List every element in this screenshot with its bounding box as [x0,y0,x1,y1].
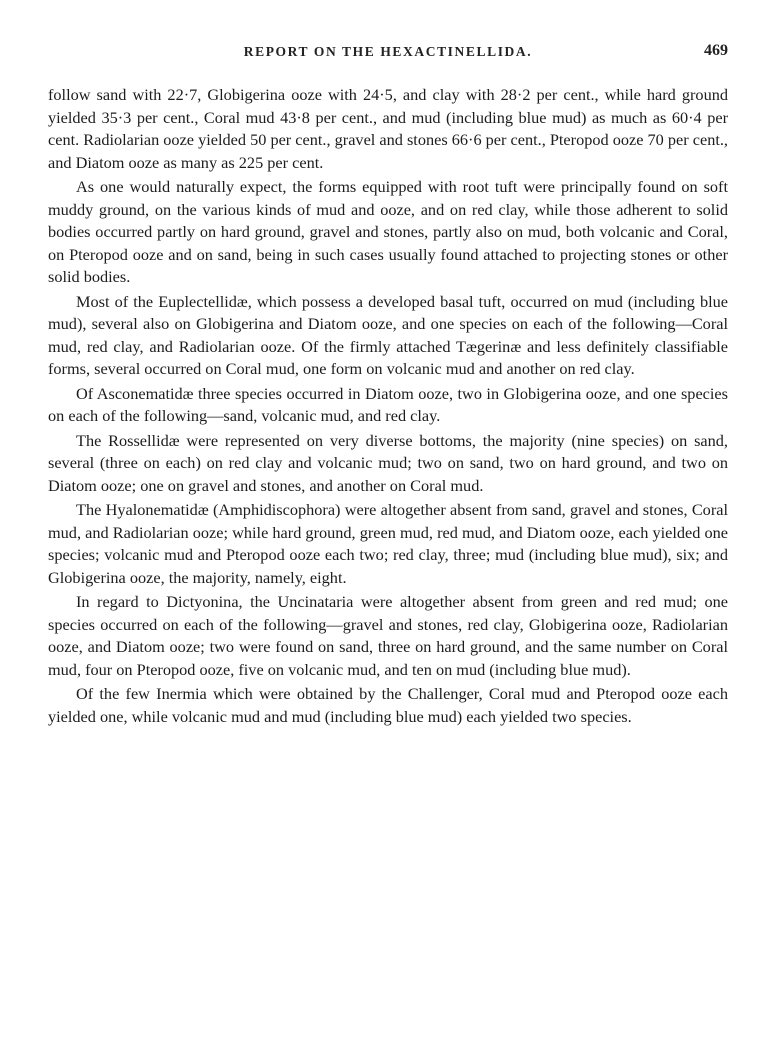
paragraph-inermia: Of the few Inermia which were obtained by the Challenger, Coral mud and Pteropod ooze each yielded one, while volcanic mud and mud (including blue mud) each yielded two species. [48,684,728,726]
page-header [48,38,728,68]
paragraph-continued: follow sand with 22·7, Globigerina ooze with 24·5, and clay with 28·2 per cent., while hard ground yielded 35·3 per cent., Coral mud 43·8 per cent., and mud (including blue mud) as much as 60·4 per cent. Radiolarian ooze yielded 50 per cent., gravel and stones 66·6 per cent., Pteropod ooze 70 per cent., and Diatom ooze as many as 225 per cent. [48,85,728,172]
paragraph-hyalonematidae: The Hyalonematidæ (Amphidiscophora) were altogether absent from sand, gravel and stones, Coral mud, and Radiolarian ooze; while hard ground, green mud, red mud, and Diatom ooze, each yielded one species; volcanic mud and Pteropod ooze each two; red clay, three; mud (including blue mud), six; and Globigerina ooze, the majority, namely, eight. [48,500,728,587]
paragraph-euplectellidae: Most of the Euplectellidæ, which possess a developed basal tuft, occurred on mud (including blue mud), several also on Globigerina and Diatom ooze, and one species on each of the following—Coral mud, red clay, and Radiolarian ooze. Of the firmly attached Tægerinæ and less definitely classifiable forms, several occurred on Coral mud, one form on volcanic mud and another on red clay. [48,291,728,378]
body-text [48,84,728,728]
paragraph-dictyonina: In regard to Dictyonina, the Uncinataria were altogether absent from green and red mud; one species occurred on each of the following—gravel and stones, red clay, Globigerina ooze, Radiolarian ooze, and Diatom ooze; two were found on sand, three on hard ground, and the same number on Coral mud, four on Pteropod ooze, five on volcanic mud, and ten on mud (including blue mud). [48,592,728,679]
page-number: 469 [704,42,728,59]
paragraph-rossellidae: The Rossellidæ were represented on very diverse bottoms, the majority (nine species) on sand, several (three on each) on red clay and volcanic mud; two on sand, two on hard ground, and two on Diatom ooze; one on gravel and stones, and another on Coral mud. [48,430,728,495]
paragraph-root-tuft: As one would naturally expect, the forms equipped with root tuft were principally found on soft muddy ground, on the various kinds of mud and ooze, and on red clay, while those adherent to solid bodies occurred partly on hard ground, gravel and stones, partly also on mud, both volcanic and Coral, on Pteropod ooze and on sand, being in such cases usually found attached to projecting stones or other solid bodies. [48,177,728,286]
running-title: REPORT ON THE HEXACTINELLIDA. [243,44,533,59]
paragraph-asconematidae: Of Asconematidæ three species occurred in Diatom ooze, two in Globigerina ooze, and one species on each of the following—sand, volcanic mud, and red clay. [48,383,728,425]
document-page [48,38,728,730]
